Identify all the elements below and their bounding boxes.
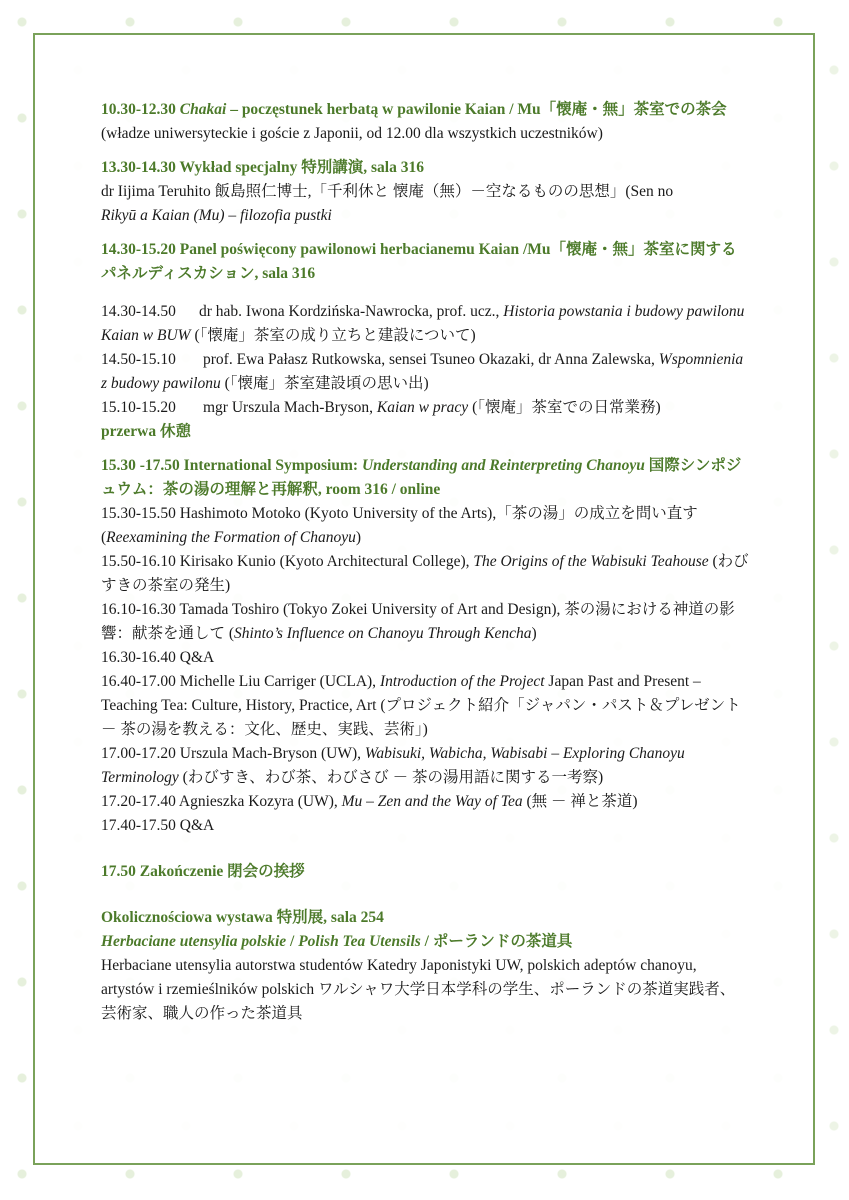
session-chakai-title: 10.30-12.30 Chakai – poczęstunek herbatą w pawilonie Kaian / Mu「懐庵・無」茶室での茶会 xyxy=(101,101,727,118)
session-panel-heading: 14.30-15.20 Panel poświęcony pawilonowi herbacianemu Kaian /Mu「懐庵・無」茶室に関するパネルディスカション, sala 316 xyxy=(101,241,737,282)
symposium-item-7: 17.20-17.40 Agnieszka Kozyra (UW), Mu – Zen and the Way of Tea (無 － 禅と茶道) xyxy=(101,793,638,810)
exhibition-description: Herbaciane utensylia autorstwa studentów Katedry Japonistyki UW, polskich adeptów chanoyu, artystów i rzemieślników polskich ワルシャワ大学日本学科の学生、ポーランドの茶道実践者、芸術家、職人の作った茶道具 xyxy=(101,957,736,1022)
symposium-heading: 15.30 -17.50 International Symposium: Understanding and Reinterpreting Chanoyu 国際シンポジュウム：茶の湯の理解と再解釈, room 316 / online xyxy=(101,457,742,498)
symposium-item-2: 15.50-16.10 Kirisako Kunio (Kyoto Architectural College), The Origins of the Wabisuki Teahouse (わびすきの茶室の発生) xyxy=(101,553,749,594)
symposium-item-6: 17.00-17.20 Urszula Mach-Bryson (UW), Wabisuki, Wabicha, Wabisabi – Exploring Chanoyu Terminology (わびすき、わび茶、わびさび － 茶の湯用語に関する一考察) xyxy=(101,745,685,786)
program-content xyxy=(101,98,749,1026)
symposium-item-1: 15.30-15.50 Hashimoto Motoko (Kyoto University of the Arts),「茶の湯」の成立を問い直す (Reexamining the Formation of Chanoyu) xyxy=(101,505,698,546)
closing-heading: 17.50 Zakończenie 閉会の挨拶 xyxy=(101,863,305,880)
symposium-item-3: 16.10-16.30 Tamada Toshiro (Tokyo Zokei University of Art and Design), 茶の湯における神道の影響：献茶を通して (Shinto’s Influence on Chanoyu Through Kencha) xyxy=(101,601,735,642)
session-lecture-heading: 13.30-14.30 Wykład specjalny 特別講演, sala 316 xyxy=(101,159,424,176)
panel-item-3: 15.10-15.20 mgr Urszula Mach-Bryson, Kaian w pracy (「懐庵」茶室での日常業務) xyxy=(101,399,661,416)
session-chakai xyxy=(101,98,749,146)
exhibition-heading: Okolicznościowa wystawa 特別展, sala 254 xyxy=(101,909,384,926)
panel-break: przerwa 休憩 xyxy=(101,423,191,440)
symposium-item-5: 16.40-17.00 Michelle Liu Carriger (UCLA), Introduction of the Project Japan Past and Present – Teaching Tea: Culture, History, Practice, Art (プロジェクト紹介「ジャパン・パスト＆プレゼント － 茶の湯を教える：文化、歴史、実践、芸術」) xyxy=(101,673,741,738)
session-lecture xyxy=(101,156,749,180)
panel-item-2: 14.50-15.10 prof. Ewa Pałasz Rutkowska, sensei Tsuneo Okazaki, dr Anna Zalewska, Wspomnienia z budowy pawilonu (「懐庵」茶室建設頃の思い出) xyxy=(101,351,744,392)
exhibition-subtitle: Herbaciane utensylia polskie / Polish Tea Utensils / ポーランドの茶道具 xyxy=(101,933,573,950)
panel-item-1: 14.30-14.50 dr hab. Iwona Kordzińska-Nawrocka, prof. ucz., Historia powstania i budowy pawilonu Kaian w BUW (「懐庵」茶室の成り立ちと建設について) xyxy=(101,303,745,344)
symposium-item-4: 16.30-16.40 Q&A xyxy=(101,649,215,666)
session-chakai-note: (władze uniwersyteckie i goście z Japonii, od 12.00 dla wszystkich uczestników) xyxy=(101,125,603,142)
lecture-speaker: dr Iijima Teruhito 飯島照仁博士,「千利休と 懐庵（無）－空なるものの思想」(Sen no Rikyū a Kaian (Mu) – filozofia pustki xyxy=(101,183,674,224)
symposium-item-8: 17.40-17.50 Q&A xyxy=(101,817,215,834)
